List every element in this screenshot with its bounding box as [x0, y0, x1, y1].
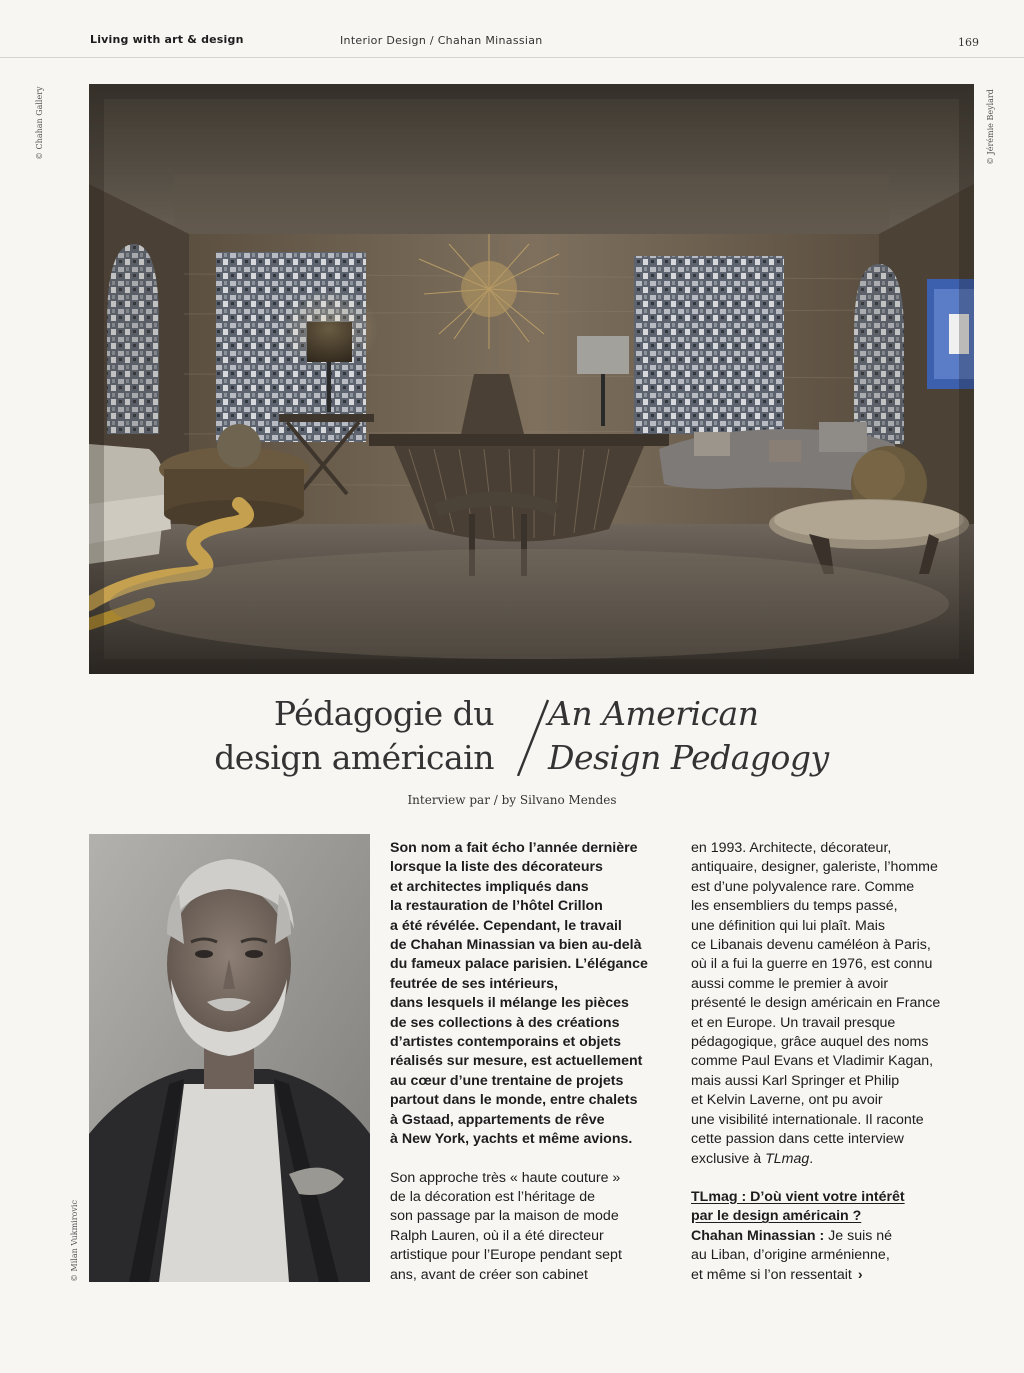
text-line: comme Paul Evans et Vladimir Kagan, — [691, 1053, 934, 1070]
text-line: une définition qui lui plaît. Mais — [691, 917, 886, 934]
text-line: partout dans le monde, entre chalets — [390, 1092, 638, 1109]
interview-speaker: Chahan Minassian : — [691, 1227, 825, 1244]
paragraph — [390, 839, 690, 1150]
text-line: lorsque la liste des décorateurs — [390, 859, 603, 876]
text-line: aussi comme le premier à avoir — [691, 975, 889, 992]
page-number: 169 — [958, 36, 979, 49]
text-line: dans lesquels il mélange les pièces — [390, 995, 629, 1012]
text-line: feutrée de ses intérieurs, — [390, 975, 558, 992]
hero-interior-image — [89, 84, 974, 674]
article-column-2 — [691, 839, 991, 1304]
portrait-image — [89, 834, 370, 1282]
text-fragment: . — [809, 1150, 814, 1167]
text-line: a été révélée. Cependant, le travail — [390, 917, 622, 934]
text-line: présenté le design américain en France — [691, 995, 941, 1012]
text-line — [691, 1150, 991, 1169]
text-line: de la décoration est l’héritage de — [390, 1188, 596, 1205]
text-line — [691, 1227, 991, 1246]
article-column-1 — [390, 839, 690, 1304]
article-title — [0, 692, 1024, 782]
text-line: antiquaire, designer, galeriste, l’homme — [691, 859, 938, 876]
text-line: artistique pour l’Europe pendant sept — [390, 1247, 622, 1264]
text-line: et Kelvin Laverne, ont pu avoir — [691, 1092, 883, 1109]
text-line: ans, avant de créer son cabinet — [390, 1266, 588, 1283]
photo-credit-portrait: © Milan Vukmirovic — [70, 1200, 79, 1282]
text-line: la restauration de l’hôtel Crillon — [390, 898, 603, 915]
text-line: pédagogique, grâce auquel des noms — [691, 1034, 929, 1051]
text-line: Son nom a fait écho l’année dernière — [390, 840, 638, 856]
title-french — [214, 692, 494, 780]
photo-credit-gallery: © Chahan Gallery — [35, 86, 44, 160]
text-line: Son approche très « haute couture » — [390, 1169, 621, 1186]
text-line: en 1993. Architecte, décorateur, — [691, 840, 892, 856]
text-fragment: exclusive à — [691, 1150, 766, 1167]
text-fragment: Je suis né — [824, 1227, 893, 1244]
text-line: son passage par la maison de mode — [390, 1208, 619, 1225]
paragraph — [691, 839, 991, 1169]
title-english-line: Design Pedagogy — [548, 738, 829, 777]
title-english-line: An American — [548, 694, 759, 733]
text-line: de ses collections à des créations — [390, 1014, 620, 1031]
photo-credit-photographer: © Jérémie Beylard — [986, 89, 995, 165]
text-line: Ralph Lauren, où il a été directeur — [390, 1227, 604, 1244]
text-line: à Gstaad, appartements de rêve — [390, 1111, 605, 1128]
running-header — [0, 0, 1024, 58]
byline: Interview par / by Silvano Mendes — [407, 793, 617, 807]
text-line: réalisés sur mesure, est actuellement — [390, 1053, 643, 1070]
text-line: est d’une polyvalence rare. Comme — [691, 878, 915, 895]
title-english — [548, 692, 829, 780]
breadcrumb: Interior Design / Chahan Minassian — [340, 34, 543, 47]
text-line: ce Libanais devenu caméléon à Paris, — [691, 937, 931, 954]
text-line: du fameux palace parisien. L’élégance — [390, 956, 648, 973]
qa-block — [691, 1188, 991, 1285]
title-french-line: design américain — [214, 738, 494, 777]
text-line: au Liban, d’origine arménienne, — [691, 1247, 890, 1264]
text-line: les ensembliers du temps passé, — [691, 898, 898, 915]
paragraph — [390, 1169, 690, 1285]
interview-question: TLmag : D’où vient votre intérêt — [691, 1188, 905, 1205]
text-line: de Chahan Minassian va bien au-delà — [390, 937, 642, 954]
text-line — [691, 1266, 991, 1285]
magazine-name: TLmag — [765, 1150, 810, 1167]
text-line: et en Europe. Un travail presque — [691, 1014, 896, 1031]
continue-arrow-icon: › — [857, 1266, 863, 1283]
text-fragment: et même si l’on ressentait — [691, 1266, 852, 1283]
text-line: et architectes impliqués dans — [390, 878, 589, 895]
title-french-line: Pédagogie du — [273, 694, 494, 733]
text-line: où il a fui la guerre en 1976, est connu — [691, 956, 933, 973]
text-line: une visibilité internationale. Il raconte — [691, 1111, 924, 1128]
text-line: cette passion dans cette interview — [691, 1131, 904, 1148]
text-line: à New York, yachts et même avions. — [390, 1131, 633, 1148]
text-line: au cœur d’une trentaine de projets — [390, 1072, 624, 1089]
section-label: Living with art & design — [90, 33, 244, 46]
header-divider — [0, 57, 1024, 58]
text-line: mais aussi Karl Springer et Philip — [691, 1072, 900, 1089]
text-line: d’artistes contemporains et objets — [390, 1034, 621, 1051]
interview-question: par le design américain ? — [691, 1208, 862, 1225]
